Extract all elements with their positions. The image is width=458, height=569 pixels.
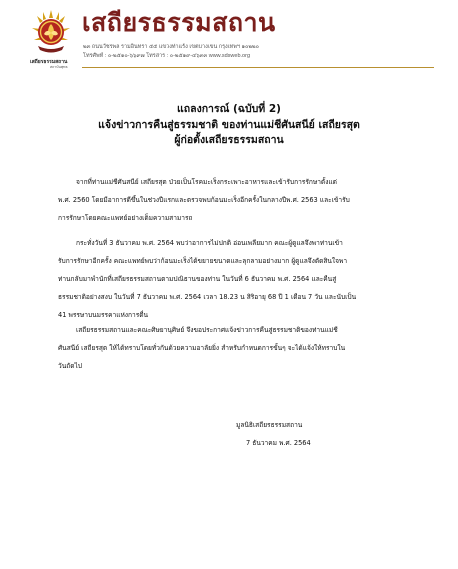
organization-contact: โทรศัพท์ : ๐-๒๕๑๐-๖๖๙๗ โทรสาร : ๐-๒๕๑๙-๔๖๓๓ www.sdsweb.org xyxy=(83,53,251,59)
organization-address: ๒๓ ถนนวัชรพล รามอินทรา ๕๕ แขวงท่าแร้ง เขตบางเขน กรุงเทพฯ ๑๐๒๒๐ xyxy=(83,44,259,50)
body-paragraph-2 xyxy=(58,234,420,324)
paragraph-line: ท่านกลับมาพำนักที่เสถียรธรรมสถานตามปณิธานของท่าน ในวันที่ 6 ธันวาคม พ.ศ. 2564 และคืนสู่ xyxy=(58,275,337,283)
signature-organization: มูลนิธิเสถียรธรรมสถาน xyxy=(236,421,303,429)
paragraph-line: รับการรักษาอีกครั้ง คณะแพทย์พบว่าก้อนมะเร็งได้ขยายขนาดและลุกลามอย่างมาก ผู้ดูแลจึงตัดสินใจพา xyxy=(58,257,348,265)
paragraph-line: กระทั่งวันที่ 3 ธันวาคม พ.ศ. 2564 พบว่าอาการไม่ปกติ อ่อนเพลียมาก คณะผู้ดูแลจึงพาท่านเข้า xyxy=(76,239,343,247)
announcement-subject: แจ้งข่าวการคืนสู่ธรรมชาติ ของท่านแม่ชีศันสนีย์ เสถียรสุต xyxy=(98,119,360,131)
signature-date: 7 ธันวาคม พ.ศ. 2564 xyxy=(246,439,311,447)
letterhead-divider xyxy=(82,67,434,68)
paragraph-line: 41 พรรษาบนมรรคาแห่งการตื่น xyxy=(58,311,149,319)
announcement-title: แถลงการณ์ (ฉบับที่ 2) xyxy=(177,103,281,115)
paragraph-line: วันถัดไป xyxy=(58,362,82,370)
announcement-subject-line2: ผู้ก่อตั้งเสถียรธรรมสถาน xyxy=(174,134,284,146)
body-paragraph-3 xyxy=(58,321,420,375)
logo-subcaption: สถาบันพุทธ xyxy=(50,65,68,69)
body-paragraph-1 xyxy=(58,173,420,227)
organization-name: เสถียรธรรมสถาน xyxy=(82,8,276,37)
paragraph-line: เสถียรธรรมสถานและคณะศิษยานุศิษย์ จึงขอประกาศแจ้งข่าวการคืนสู่ธรรมชาติของท่านแม่ชี xyxy=(76,326,338,334)
paragraph-line: ศันสนีย์ เสถียรสุต ให้ได้ทราบโดยทั่วกันด้วยความอาลัยยิ่ง สำหรับกำหนดการขั้นๆ จะได้แจ้งให้ทราบใน xyxy=(58,344,346,352)
sathira-logo-icon xyxy=(28,6,74,64)
paragraph-line: พ.ศ. 2560 โดยมีอาการดีขึ้นในช่วงปีแรกและตรวจพบก้อนมะเร็งอีกครั้งในกลางปีพ.ศ. 2563 และเข้ารับ xyxy=(58,196,350,204)
paragraph-line: การรักษาโดยคณะแพทย์อย่างเต็มความสามารถ xyxy=(58,214,193,222)
logo-caption: เสถียรธรรมสถาน xyxy=(30,59,68,65)
letterhead xyxy=(28,6,438,68)
paragraph-line: ธรรมชาติอย่างสงบ ในวันที่ 7 ธันวาคม พ.ศ. 2564 เวลา 18.23 น สิริอายุ 68 ปี 1 เดือน 7 วัน และนับเป็น xyxy=(58,293,357,301)
paragraph-line: จากที่ท่านแม่ชีศันสนีย์ เสถียรสุต ป่วยเป็นโรคมะเร็งกระเพาะอาหารและเข้ารับการรักษาตั้งแต่ xyxy=(76,178,337,186)
